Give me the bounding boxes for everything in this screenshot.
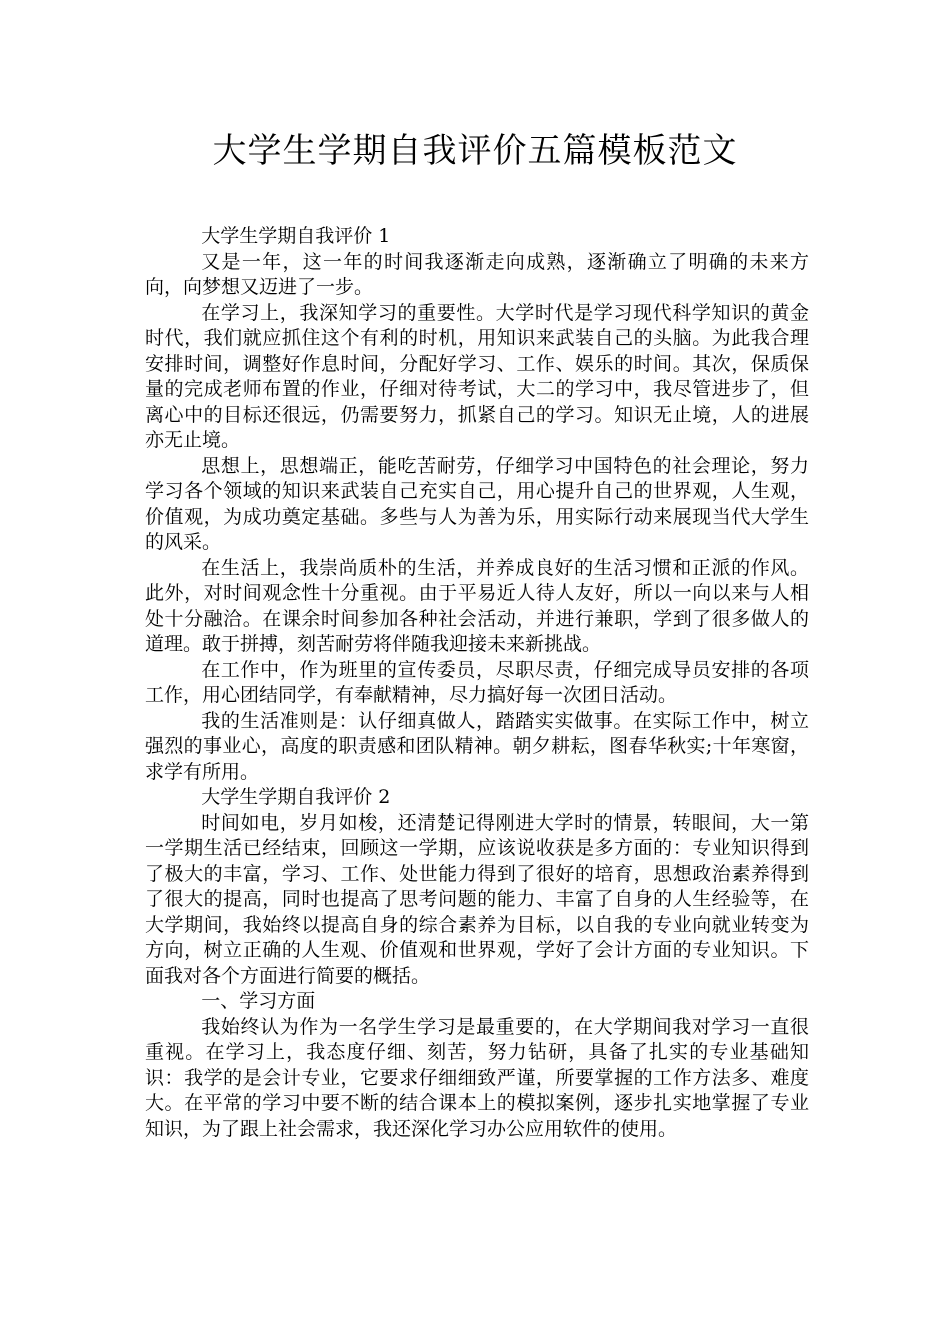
paragraph: 时间如电，岁月如梭，还清楚记得刚进大学时的情景，转眼间，大一第一学期生活已经结束，回顾这一学期，应该说收获是多方面的：专业知识得到了极大的丰富，学习、工作、处世能力得到了很好的培育，思想政治素养得到了很大的提高，同时也提高了思考问题的能力、丰富了自身的人生经验等，在大学期间，我始终以提高自身的综合素养为目标，以自我的专业向就业转变为方向，树立正确的人生观、价值观和世界观，学好了会计方面的专业知识。下面我对各个方面进行简要的概括。 (145, 811, 809, 987)
section-heading: 大学生学期自我评价 2 (201, 786, 391, 808)
document-body (145, 224, 809, 1142)
paragraph: 我始终认为作为一名学生学习是最重要的，在大学期间我对学习一直很重视。在学习上，我态度仔细、刻苦，努力钻研，具备了扎实的专业基础知识：我学的是会计专业，它要求仔细细致严谨，所要掌握的工作方法多、难度大。在平常的学习中要不断的结合课本上的模拟案例，逐步扎实地掌握了专业知识，为了跟上社会需求，我还深化学习办公应用软件的使用。 (145, 1015, 809, 1140)
section-heading: 大学生学期自我评价 1 (201, 225, 391, 247)
paragraph: 我的生活准则是：认仔细真做人，踏踏实实做事。在实际工作中，树立强烈的事业心，高度的职责感和团队精神。朝夕耕耘，图春华秋实;十年寒窗，求学有所用。 (145, 709, 809, 783)
paragraph: 在工作中，作为班里的宣传委员，尽职尽责，仔细完成导员安排的各项工作，用心团结同学，有奉献精神，尽力搞好每一次团日活动。 (145, 658, 809, 706)
paragraph: 又是一年，这一年的时间我逐渐走向成熟，逐渐确立了明确的未来方向，向梦想又迈进了一步。 (145, 250, 809, 298)
paragraph: 思想上，思想端正，能吃苦耐劳，仔细学习中国特色的社会理论，努力学习各个领域的知识来武装自己充实自己，用心提升自己的世界观，人生观，价值观，为成功奠定基础。多些与人为善为乐，用实际行动来展现当代大学生的风采。 (145, 454, 809, 553)
subsection-heading: 一、学习方面 (201, 990, 316, 1012)
paragraph: 在学习上，我深知学习的重要性。大学时代是学习现代科学知识的黄金时代，我们就应抓住这个有利的时机，用知识来武装自己的头脑。为此我合理安排时间，调整好作息时间，分配好学习、工作、娱乐的时间。其次，保质保量的完成老师布置的作业，仔细对待考试，大二的学习中，我尽管进步了，但离心中的目标还很远，仍需要努力，抓紧自己的学习。知识无止境，人的进展亦无止境。 (145, 301, 809, 451)
paragraph: 在生活上，我崇尚质朴的生活，并养成良好的生活习惯和正派的作风。此外，对时间观念性十分重视。由于平易近人待人友好，所以一向以来与人相处十分融洽。在课余时间参加各种社会活动，并进行兼职，学到了很多做人的道理。敢于拼搏，刻苦耐劳将伴随我迎接未来新挑战。 (145, 556, 809, 655)
document-title: 大学生学期自我评价五篇模板范文 (212, 131, 738, 171)
